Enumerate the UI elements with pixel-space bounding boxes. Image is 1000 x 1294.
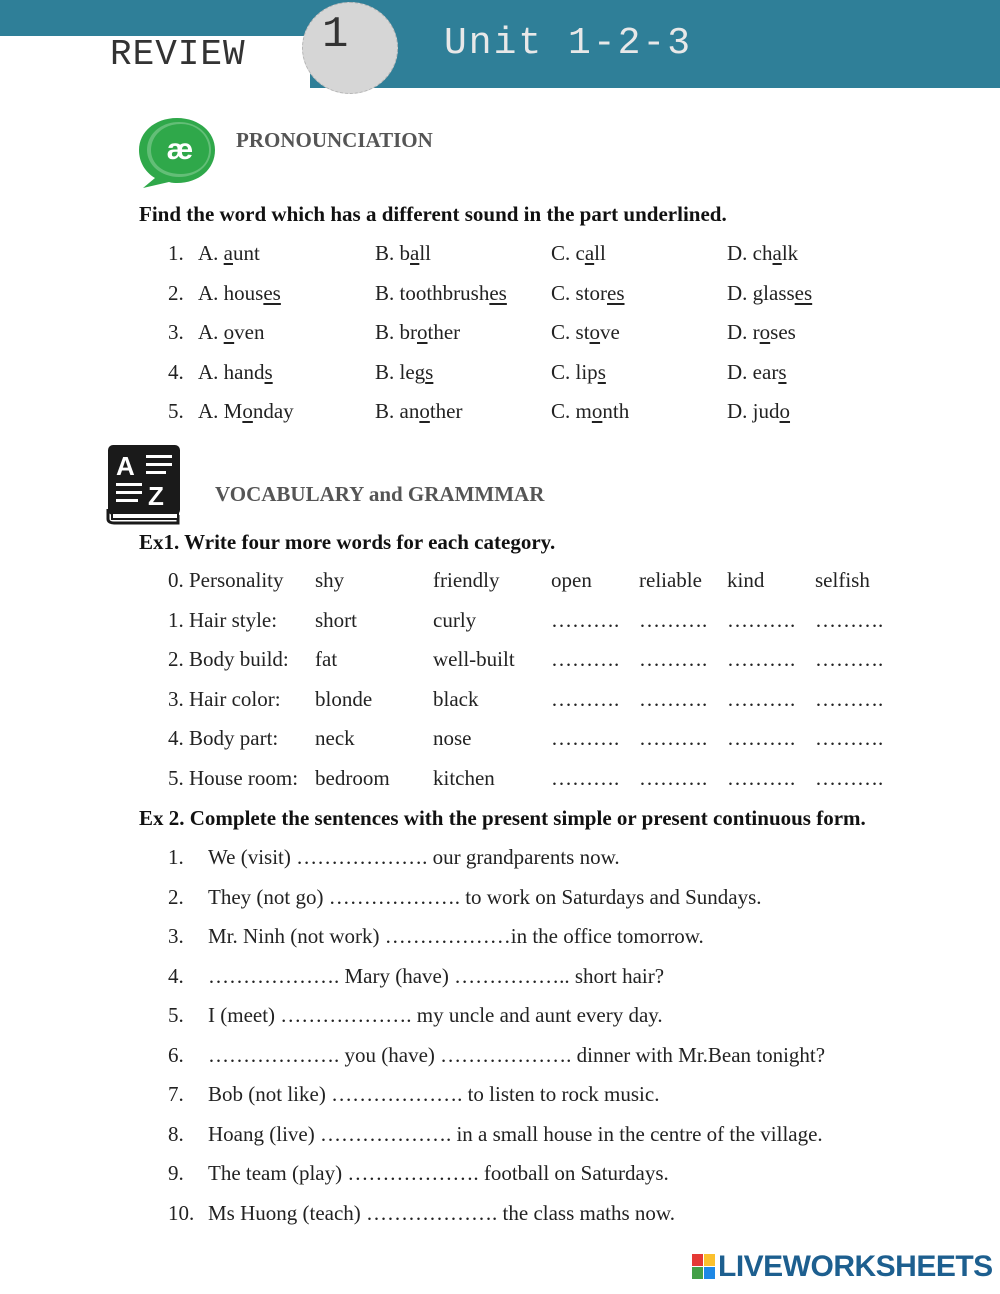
sentence-number: 7. [168, 1082, 184, 1106]
vocab-cell: blonde [315, 686, 373, 711]
underlined-part: s [597, 359, 606, 384]
vocab-cell: reliable [639, 568, 702, 592]
vocab-cell: selfish [815, 568, 870, 592]
sentence-text[interactable]: I (meet) ………………. my uncle and aunt every day. [208, 1003, 663, 1027]
underlined-part: es [263, 280, 281, 305]
word-part: lk [781, 241, 799, 265]
word-part: glass [752, 280, 795, 305]
word-part: B. [375, 280, 400, 305]
answer-option[interactable] [551, 360, 606, 385]
answer-option[interactable] [727, 281, 812, 306]
answer-option[interactable] [198, 360, 273, 385]
category-label: 2. Body build: [168, 647, 289, 671]
answer-option[interactable] [198, 281, 281, 306]
underlined-part: s [778, 359, 787, 384]
answer-option[interactable] [551, 320, 620, 345]
underlined-part: s [264, 359, 273, 384]
word-part: D. [727, 241, 753, 265]
vocab-cell: ………. [551, 647, 620, 671]
word-part: ve [600, 320, 620, 344]
underlined-part: a [223, 241, 233, 265]
underlined-part: es [794, 280, 813, 305]
vocab-cell: ………. [727, 686, 796, 711]
ex2-instruction: Ex 2. Complete the sentences with the present simple or present continuous form. [139, 806, 866, 830]
answer-option[interactable] [551, 399, 629, 424]
sentence-text[interactable]: Bob (not like) ………………. to listen to rock music. [208, 1082, 660, 1106]
word-part: C. [551, 399, 576, 423]
word-part: B. [375, 399, 400, 423]
word-part: C. [551, 359, 576, 384]
category-label: 5. House room: [168, 765, 299, 790]
vocab-cell: kind [727, 568, 765, 592]
word-part: ther [427, 320, 461, 344]
vocab-cell: ………. [639, 686, 708, 711]
vocab-cell: kitchen [433, 765, 495, 790]
word-part: hand [223, 359, 265, 384]
word-part: leg [399, 359, 426, 384]
vocab-cell: ………. [727, 726, 796, 750]
word-part: ear [752, 359, 779, 384]
category-label: 1. Hair style: [168, 607, 278, 632]
answer-option[interactable] [727, 241, 798, 266]
word-part: ll [594, 241, 606, 265]
word-part: st [575, 320, 590, 344]
unit-number-circle [302, 2, 398, 94]
vocab-cell: well-built [433, 647, 515, 671]
vocab-cell: ………. [639, 647, 708, 671]
vocab-cell: ………. [815, 726, 884, 750]
vocab-cell: bedroom [315, 765, 390, 790]
word-part: c [575, 241, 585, 265]
word-part: lip [575, 359, 598, 384]
answer-option[interactable] [551, 241, 606, 266]
word-part: A. [198, 280, 224, 305]
underlined-part: o [589, 320, 601, 344]
word-part: M [223, 399, 243, 423]
ae-speech-bubble-icon [135, 112, 219, 190]
question-number: 1. [168, 241, 184, 265]
word-part: ther [429, 399, 463, 423]
word-part: D. [727, 399, 753, 423]
word-part: ch [752, 241, 773, 265]
word-part: unt [233, 241, 260, 265]
vocabulary-title: VOCABULARY and GRAMMMAR [215, 482, 545, 506]
sentence-text[interactable]: Mr. Ninh (not work) ………………in the office tomorrow. [208, 924, 704, 948]
sentence-number: 4. [168, 963, 184, 988]
answer-option[interactable] [198, 320, 265, 345]
word-part: C. [551, 320, 576, 344]
word-part: C. [551, 280, 576, 305]
sentence-text[interactable]: ………………. you (have) ………………. dinner with Mr.Bean tonight? [208, 1042, 826, 1067]
vocab-cell: ………. [551, 607, 620, 632]
unit-title: Unit 1-2-3 [444, 22, 693, 65]
category-label: 4. Body part: [168, 726, 279, 750]
word-part: stor [575, 280, 608, 305]
vocab-cell: neck [315, 726, 355, 750]
liveworksheets-logo-icon [692, 1254, 716, 1280]
footer-brand: LIVEWORKSHEETS [718, 1250, 993, 1283]
question-number: 5. [168, 399, 184, 423]
sentence-text[interactable]: Ms Huong (teach) ………………. the class maths now. [208, 1200, 675, 1225]
vocab-cell: ………. [815, 765, 884, 790]
svg-text:A: A [116, 451, 135, 481]
word-part: A. [198, 359, 224, 384]
word-part: A. [198, 399, 224, 423]
vocab-cell: ………. [815, 647, 884, 671]
sentence-text[interactable]: The team (play) ………………. football on Saturdays. [208, 1161, 669, 1185]
vocab-cell: ………. [551, 765, 620, 790]
word-part: nth [602, 399, 630, 423]
word-part: m [575, 399, 592, 423]
review-label: REVIEW [110, 34, 246, 75]
word-part: D. [727, 280, 753, 305]
question-number: 3. [168, 320, 184, 344]
vocab-cell: ………. [815, 686, 884, 711]
underlined-part: a [410, 241, 420, 265]
answer-option[interactable] [375, 241, 431, 266]
vocab-cell: ………. [815, 607, 884, 632]
underlined-part: o [223, 320, 235, 344]
vocab-cell: ………. [727, 607, 796, 632]
pronunciation-title: PRONOUNCIATION [236, 128, 433, 152]
underlined-part: es [607, 280, 625, 305]
word-part: C. [551, 241, 576, 265]
answer-option[interactable] [375, 320, 460, 345]
vocab-cell: ………. [639, 765, 708, 790]
sentence-number: 10. [168, 1200, 195, 1225]
word-part: br [399, 320, 418, 344]
underlined-part: o [779, 399, 791, 423]
category-label: 0. Personality [168, 568, 284, 592]
sentence-number: 3. [168, 924, 184, 948]
sentence-text[interactable]: We (visit) ………………. our grandparents now. [208, 845, 620, 869]
word-part: jud [752, 399, 780, 423]
word-part: ses [770, 320, 796, 344]
vocab-cell: shy [315, 568, 345, 592]
sentence-text[interactable]: Hoang (live) ………………. in a small house in the centre of the village. [208, 1121, 823, 1146]
sentence-text[interactable]: They (not go) ………………. to work on Saturdays and Sundays. [208, 884, 762, 909]
vocab-cell: ………. [639, 726, 708, 750]
word-part: A. [198, 320, 224, 344]
word-part: D. [727, 320, 753, 344]
svg-text:Z: Z [148, 481, 164, 511]
pronunciation-instruction: Find the word which has a different sound in the part underlined. [139, 202, 727, 226]
underlined-part: o [417, 320, 428, 344]
sentence-text[interactable]: ………………. Mary (have) …………….. short hair? [208, 963, 665, 988]
underlined-part: o [419, 399, 430, 423]
underlined-part: o [591, 399, 603, 423]
vocab-cell: open [551, 568, 592, 592]
a-to-z-book-icon [106, 443, 182, 525]
vocab-cell: ………. [727, 647, 796, 671]
underlined-part: o [242, 399, 253, 423]
word-part: hous [223, 280, 264, 305]
vocab-cell: ………. [551, 686, 620, 711]
word-part: nday [252, 399, 294, 423]
answer-option[interactable] [727, 360, 787, 385]
category-label: 3. Hair color: [168, 686, 281, 711]
ex1-instruction: Ex1. Write four more words for each category. [139, 530, 556, 554]
review-number: 1 [322, 10, 349, 60]
sentence-number: 8. [168, 1121, 184, 1146]
vocab-cell: ………. [727, 765, 796, 790]
word-part: A. [198, 241, 224, 265]
question-number: 4. [168, 359, 184, 384]
word-part: toothbrush [399, 280, 490, 305]
underlined-part: a [584, 241, 595, 265]
sentence-number: 6. [168, 1042, 184, 1067]
answer-option[interactable] [375, 360, 433, 385]
answer-option[interactable] [375, 281, 507, 306]
word-part: D. [727, 359, 753, 384]
vocab-cell: fat [315, 647, 338, 671]
sentence-number: 2. [168, 884, 184, 909]
underlined-part: a [772, 241, 782, 265]
answer-option[interactable] [551, 281, 625, 306]
svg-text:æ: æ [166, 133, 194, 166]
word-part: ll [419, 241, 432, 265]
vocab-cell: friendly [433, 568, 500, 592]
vocab-cell: nose [433, 726, 472, 750]
answer-option[interactable] [198, 399, 294, 424]
sentence-number: 1. [168, 845, 184, 869]
answer-option[interactable] [727, 320, 796, 345]
answer-option[interactable] [727, 399, 790, 424]
answer-option[interactable] [375, 399, 463, 424]
vocab-cell: curly [433, 607, 477, 632]
underlined-part: o [759, 320, 771, 344]
word-part: an [399, 399, 420, 423]
sentence-number: 9. [168, 1161, 184, 1185]
underlined-part: es [489, 280, 507, 305]
word-part: ven [234, 320, 265, 344]
word-part: B. [375, 359, 400, 384]
vocab-cell: ………. [639, 607, 708, 632]
word-part: B. [375, 241, 400, 265]
vocab-cell: ………. [551, 726, 620, 750]
sentence-number: 5. [168, 1003, 184, 1027]
vocab-cell: short [315, 607, 357, 632]
question-number: 2. [168, 280, 184, 305]
word-part: r [752, 320, 760, 344]
word-part: b [399, 241, 411, 265]
underlined-part: s [425, 359, 434, 384]
word-part: B. [375, 320, 400, 344]
vocab-cell: black [433, 686, 479, 711]
answer-option[interactable] [198, 241, 260, 266]
